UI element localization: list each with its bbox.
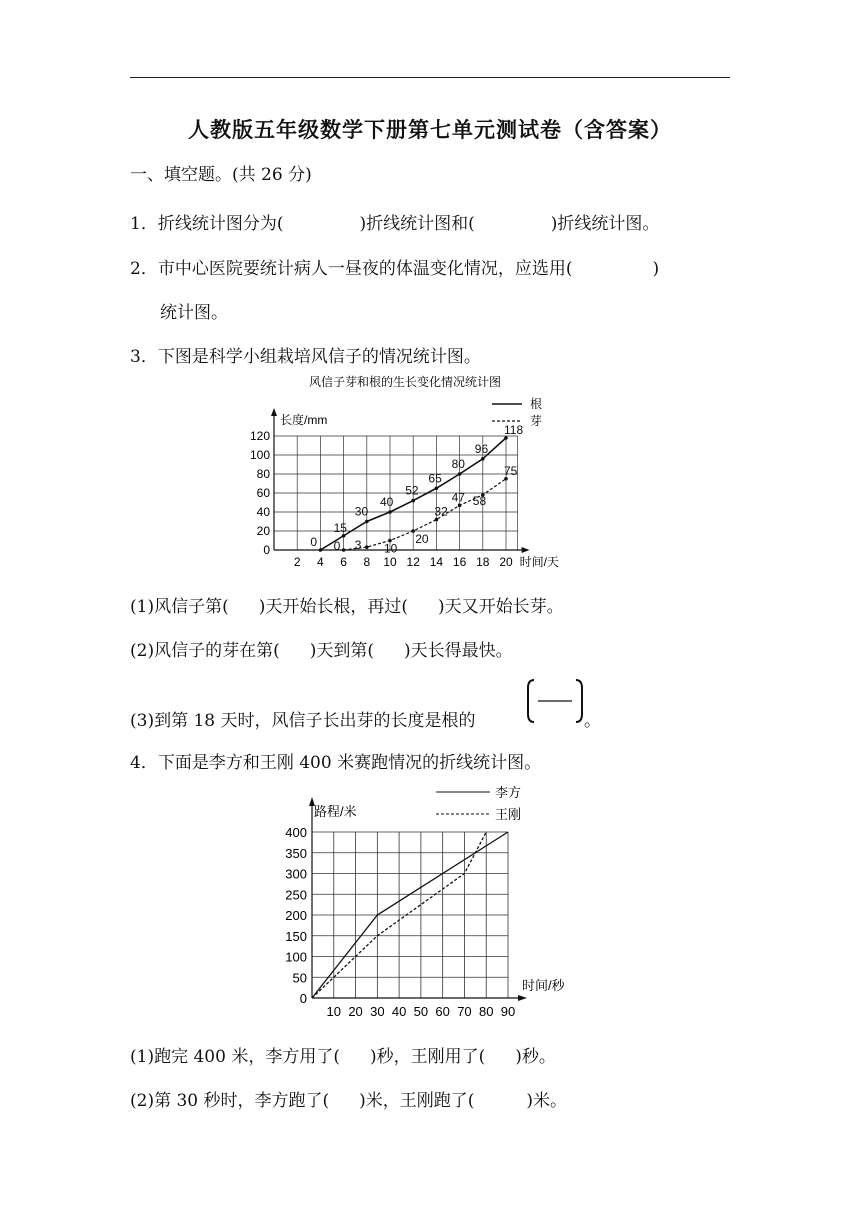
x-tick-label: 80 — [478, 1004, 494, 1019]
y-tick-label: 250 — [285, 887, 307, 903]
x-tick-label: 14 — [429, 555, 444, 569]
legend-wanggang-label: 王刚 — [495, 807, 522, 822]
y-tick-label: 200 — [285, 908, 307, 923]
x-tick-label: 2 — [293, 555, 301, 569]
x-tick-label: 60 — [435, 1004, 450, 1019]
q4p1-text-a: (1)跑完 400 米，李方用了( — [130, 1047, 340, 1067]
y-axis-label: 路程/米 — [314, 804, 357, 819]
question-4-part-2 — [130, 1086, 567, 1111]
y-tick-label: 0 — [263, 543, 270, 557]
x-tick-label: 10 — [383, 555, 397, 569]
sprout-data-label: 10 — [384, 541, 398, 556]
question-3-intro: 3．下图是科学小组栽培风信子的情况统计图。 — [130, 347, 481, 367]
legend-lifang-label: 李方 — [495, 785, 522, 800]
x-tick-label: 18 — [476, 555, 490, 569]
y-tick-label: 50 — [292, 970, 307, 986]
q3p3-text-a: (3)到第 18 天时，风信子长出芽的长度是根的 — [130, 711, 476, 731]
root-data-label: 96 — [474, 441, 489, 456]
sprout-data-point — [365, 545, 369, 549]
root-data-point — [435, 486, 439, 490]
x-tick-label: 70 — [457, 1004, 472, 1019]
root-data-label: 15 — [333, 520, 347, 535]
sprout-data-label: 58 — [472, 493, 487, 508]
legend-root-label: 根 — [530, 397, 543, 411]
y-tick-label: 80 — [256, 467, 270, 481]
y-tick-label: 40 — [256, 505, 270, 519]
q3p1-text-b: )天开始长根，再过( — [258, 597, 408, 617]
x-tick-label: 12 — [406, 555, 420, 569]
legend-sprout-label: 芽 — [530, 414, 543, 428]
root-data-point — [365, 520, 369, 524]
x-tick-label: 90 — [500, 1004, 516, 1019]
root-data-label: 80 — [451, 457, 465, 471]
y-tick-label: 400 — [285, 825, 307, 840]
y-tick-label: 60 — [256, 486, 270, 500]
x-tick-label: 6 — [340, 555, 347, 569]
root-data-point — [388, 510, 392, 514]
question-3-part-1 — [130, 592, 564, 617]
race-distance-chart — [268, 780, 588, 1022]
x-tick-label: 50 — [413, 1004, 429, 1019]
page-title: 人教版五年级数学下册第七单元测试卷（含答案） — [188, 117, 672, 142]
q3p1-text-a: (1)风信子第( — [130, 597, 229, 617]
y-tick-label: 120 — [249, 429, 270, 443]
question-4-intro: 4．下面是李方和王刚 400 米赛跑情况的折线统计图。 — [130, 753, 542, 773]
x-axis-label: 时间/天 — [519, 555, 559, 569]
q4p2-text-a: (2)第 30 秒时，李方跑了( — [130, 1091, 330, 1111]
question-3-part-2 — [130, 636, 513, 661]
sprout-data-point — [342, 548, 346, 552]
y-tick-label: 100 — [249, 448, 270, 462]
q3p1-text-c: )天又开始长芽。 — [437, 597, 564, 617]
q1-text-b: )折线统计图和( — [359, 214, 475, 234]
y-tick-label: 0 — [299, 991, 307, 1006]
q1-text-a: 1．折线统计图分为( — [130, 214, 284, 234]
q2-text-a: 2．市中心医院要统计病人一昼夜的体温变化情况，应选用( — [130, 259, 573, 279]
root-data-point — [458, 472, 462, 476]
q4p1-text-b: )秒，王刚用了( — [369, 1047, 486, 1067]
root-data-label: 40 — [380, 495, 394, 509]
root-data-point — [319, 548, 323, 552]
root-data-label: 118 — [504, 422, 524, 437]
q4p2-text-c: )米。 — [526, 1091, 568, 1111]
sprout-data-label: 20 — [415, 532, 429, 546]
q2-text-b: ) — [652, 259, 660, 279]
y-tick-label: 350 — [285, 845, 307, 861]
x-axis-arrow — [522, 547, 530, 553]
section-heading: 一、填空题。(共 26 分) — [130, 165, 312, 185]
x-tick-label: 30 — [370, 1004, 385, 1019]
hyacinth-growth-chart — [240, 372, 570, 580]
root-data-point — [411, 499, 415, 503]
y-axis-label: 长度/mm — [280, 413, 328, 427]
question-3-part-3 — [130, 706, 476, 731]
q3p2-text-a: (2)风信子的芽在第( — [130, 641, 280, 661]
q4p1-text-c: )秒。 — [515, 1047, 556, 1067]
x-tick-label: 8 — [363, 555, 371, 569]
sprout-data-label: 32 — [434, 504, 448, 519]
q4p2-text-b: )米，王刚跑了( — [359, 1091, 475, 1111]
y-tick-label: 300 — [285, 866, 307, 882]
root-data-label: 0 — [310, 535, 318, 549]
q3p2-text-c: )天长得最快。 — [403, 641, 513, 661]
question-2-continued: 统计图。 — [160, 303, 228, 323]
q1-text-c: )折线统计图。 — [550, 214, 660, 234]
fraction-answer-box[interactable] — [524, 676, 586, 726]
q3p2-text-b: )天到第( — [309, 641, 374, 661]
x-tick-label: 4 — [317, 555, 324, 569]
root-data-label: 52 — [405, 483, 419, 498]
root-data-label: 30 — [354, 504, 369, 519]
question-4-part-1 — [130, 1042, 556, 1067]
question-2 — [130, 254, 659, 279]
x-tick-label: 10 — [326, 1004, 342, 1019]
x-tick-label: 40 — [391, 1004, 407, 1019]
y-tick-label: 150 — [285, 928, 307, 944]
y-axis-arrow — [271, 408, 277, 416]
x-axis-label: 时间/秒 — [522, 978, 565, 993]
question-1 — [130, 209, 659, 234]
sprout-data-label: 47 — [451, 490, 465, 505]
sprout-data-label: 75 — [504, 463, 518, 478]
sprout-data-label: 0 — [333, 539, 341, 553]
sprout-data-label: 3 — [354, 538, 362, 553]
x-tick-label: 20 — [348, 1004, 363, 1019]
x-tick-label: 20 — [499, 555, 513, 569]
q3p3-text-b: 。 — [584, 711, 601, 731]
y-tick-label: 100 — [285, 949, 307, 965]
root-data-label: 65 — [428, 471, 442, 486]
header-rule — [130, 77, 730, 78]
chart-title: 风信子芽和根的生长变化情况统计图 — [308, 375, 502, 389]
y-tick-label: 20 — [256, 524, 270, 538]
x-axis-arrow — [518, 995, 527, 1001]
root-data-point — [481, 457, 485, 461]
x-tick-label: 16 — [452, 555, 467, 569]
